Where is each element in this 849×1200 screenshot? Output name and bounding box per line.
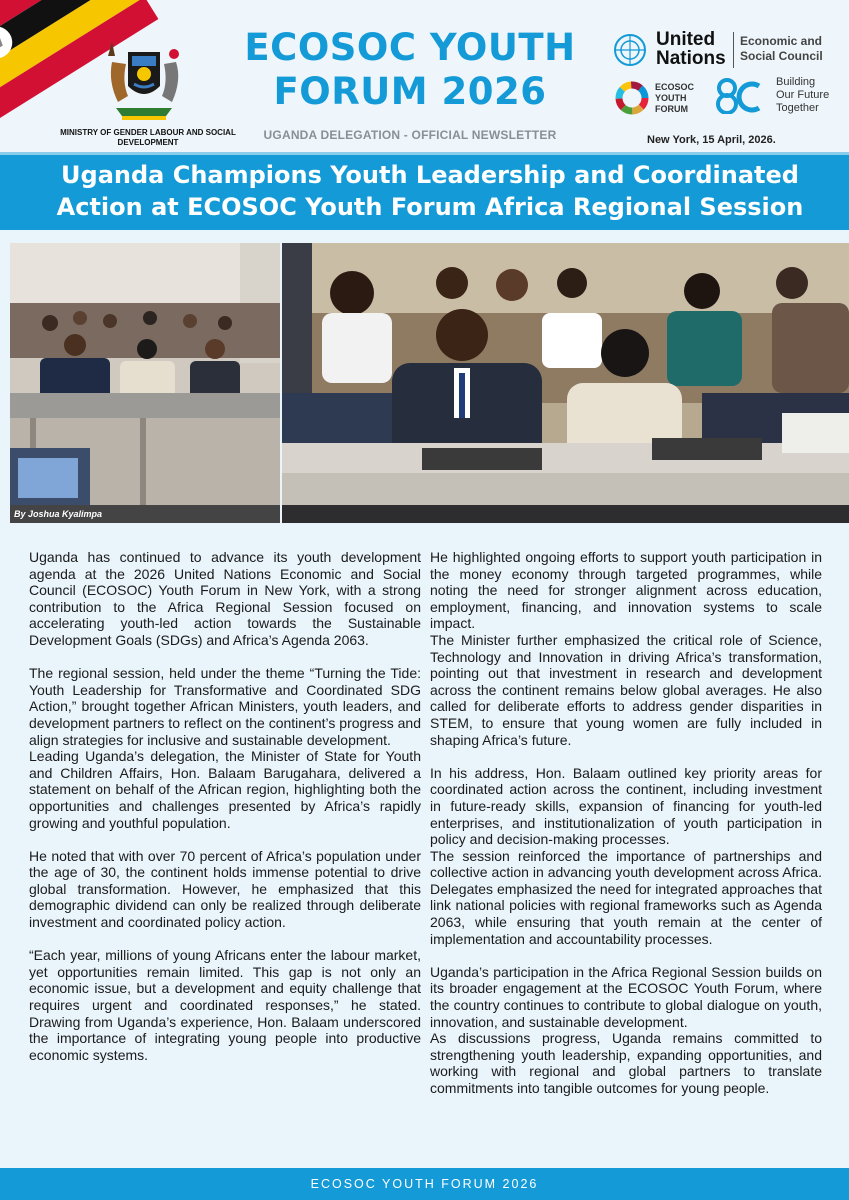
youth-forum-line-1: ECOSOC <box>655 82 695 92</box>
ecosoc-name-line-1: Economic and <box>740 34 823 48</box>
photo-minister-speaking <box>282 243 849 523</box>
banner-divider <box>0 152 849 155</box>
headline-line-2: Action at ECOSOC Youth Forum Africa Regional Session <box>56 193 804 221</box>
newsletter-header <box>0 0 849 152</box>
youth-forum-wordmark <box>655 82 694 115</box>
dateline: New York, 15 April, 2026. <box>647 134 776 146</box>
ministry-name: MINISTRY OF GENDER LABOUR AND SOCIAL DEVELOPMENT <box>60 128 236 147</box>
title-line-1: ECOSOC YOUTH <box>244 26 576 69</box>
un-wordmark-line-1: United <box>656 29 716 50</box>
article-paragraph: Uganda has continued to advance its youth development agenda at the 2026 United Nations Economic and Social Council (ECOSOC) Youth Forum in New York, with a strong contribution to the Africa Regional Session focused on accelerating youth-led action towards the Sustainable Development Goals (SDGs) and Africa’s Agenda 2063. <box>29 549 421 648</box>
article-paragraph: He highlighted ongoing efforts to support youth participation in the money economy through targeted programmes, while noting the need for stronger alignment across education, employment, financing, and innovation systems to scale impact. <box>430 549 822 632</box>
un-wordmark-line-2: Nations <box>656 48 726 69</box>
youth-forum-line-3: FORUM <box>655 104 688 114</box>
article-paragraph: In his address, Hon. Balaam outlined key priority areas for coordinated action across the continent, including investment in future-ready skills, expansion of financing for youth-led enterprises, and institutionalization of youth participation in policy and decision-making processes. <box>430 764 822 848</box>
motto-line-3: Together <box>776 102 819 114</box>
newsletter-footer: ECOSOC YOUTH FORUM 2026 <box>0 1168 849 1200</box>
un-wordmark <box>656 30 726 68</box>
newsletter-title <box>210 26 610 114</box>
title-line-2: FORUM 2026 <box>273 70 547 113</box>
article-paragraph: Uganda’s participation in the Africa Regional Session builds on its broader engagement at the ECOSOC Youth Forum, where the country continues to contribute to global dialogue on youth, innovation, and sustainable development. <box>430 963 822 1030</box>
youth-forum-line-2: YOUTH <box>655 93 687 103</box>
headline-line-1: Uganda Champions Youth Leadership and Coordinated <box>61 161 799 189</box>
un-emblem-icon <box>612 32 648 68</box>
logo-divider <box>733 32 734 68</box>
motto-line-1: Building <box>776 76 816 88</box>
article-paragraph: The regional session, held under the theme “Turning the Tide: Youth Leadership for Transformative and Coordinated SDG Action,” brought together African Ministers, youth leaders, and development partners to reflect on the continent’s progress and align strategies for inclusive and sustainable development. <box>29 665 421 748</box>
article-paragraph: The session reinforced the importance of partnerships and collective action in advancing youth development across Africa. Delegates emphasized the need for integrated approaches that link national policies with regional frameworks such as Agenda 2063, while ensuring that youth remain at the center of implementation and accountability processes. <box>430 847 822 947</box>
sdg-wheel-icon <box>614 80 650 116</box>
article-paragraph: “Each year, millions of young Africans enter the labour market, yet opportunities remain limited. This gap is not only an economic issue, but a development and equity challenge that requires urgent and coordinated responses,” he stated. Drawing from Uganda’s experience, Hon. Balaam underscored the importance of integrating young people into productive economic systems. <box>29 947 421 1063</box>
motto-line-2: Our Future <box>776 89 830 101</box>
eighty-years-logo-icon <box>713 78 765 114</box>
article-paragraph: As discussions progress, Uganda remains committed to strengthening youth leadership, expanding opportunities, and working with regional and global partners to translate commitments into tangible outcomes for young people. <box>430 1030 822 1096</box>
article-paragraph: The Minister further emphasized the critical role of Science, Technology and Innovation in driving Africa’s transformation, pointing out that investment in research and development across the continent remains below global averages. He also called for deliberate efforts to address gender disparities in STEM, to ensure that young women are fully included in shaping Africa’s future. <box>430 631 822 748</box>
photo-delegation-wide <box>10 243 280 523</box>
article-column-left <box>29 549 421 1063</box>
article-column-right <box>430 549 822 1097</box>
article-headline <box>20 159 840 223</box>
ecosoc-name <box>740 34 823 64</box>
ecosoc-name-line-2: Social Council <box>740 49 823 63</box>
article-paragraph: He noted that with over 70 percent of Africa’s population under the age of 30, the continent holds immense potential to drive global transformation. However, he emphasized that this demographic dividend can only be realized through deliberate investment and coordinated policy action. <box>29 847 421 931</box>
article-paragraph: Leading Uganda’s delegation, the Minister of State for Youth and Children Affairs, Hon. Balaam Barugahara, delivered a statement on behalf of the African region, highlighting both the opportunities and challenges presented by Africa’s rapidly growing and youthful population. <box>29 748 421 831</box>
forum-motto <box>776 76 829 115</box>
photo-credit: By Joshua Kyalimpa <box>14 509 103 519</box>
uganda-coat-of-arms-emblem <box>98 32 190 124</box>
newsletter-subtitle: UGANDA DELEGATION - OFFICIAL NEWSLETTER <box>263 128 557 142</box>
